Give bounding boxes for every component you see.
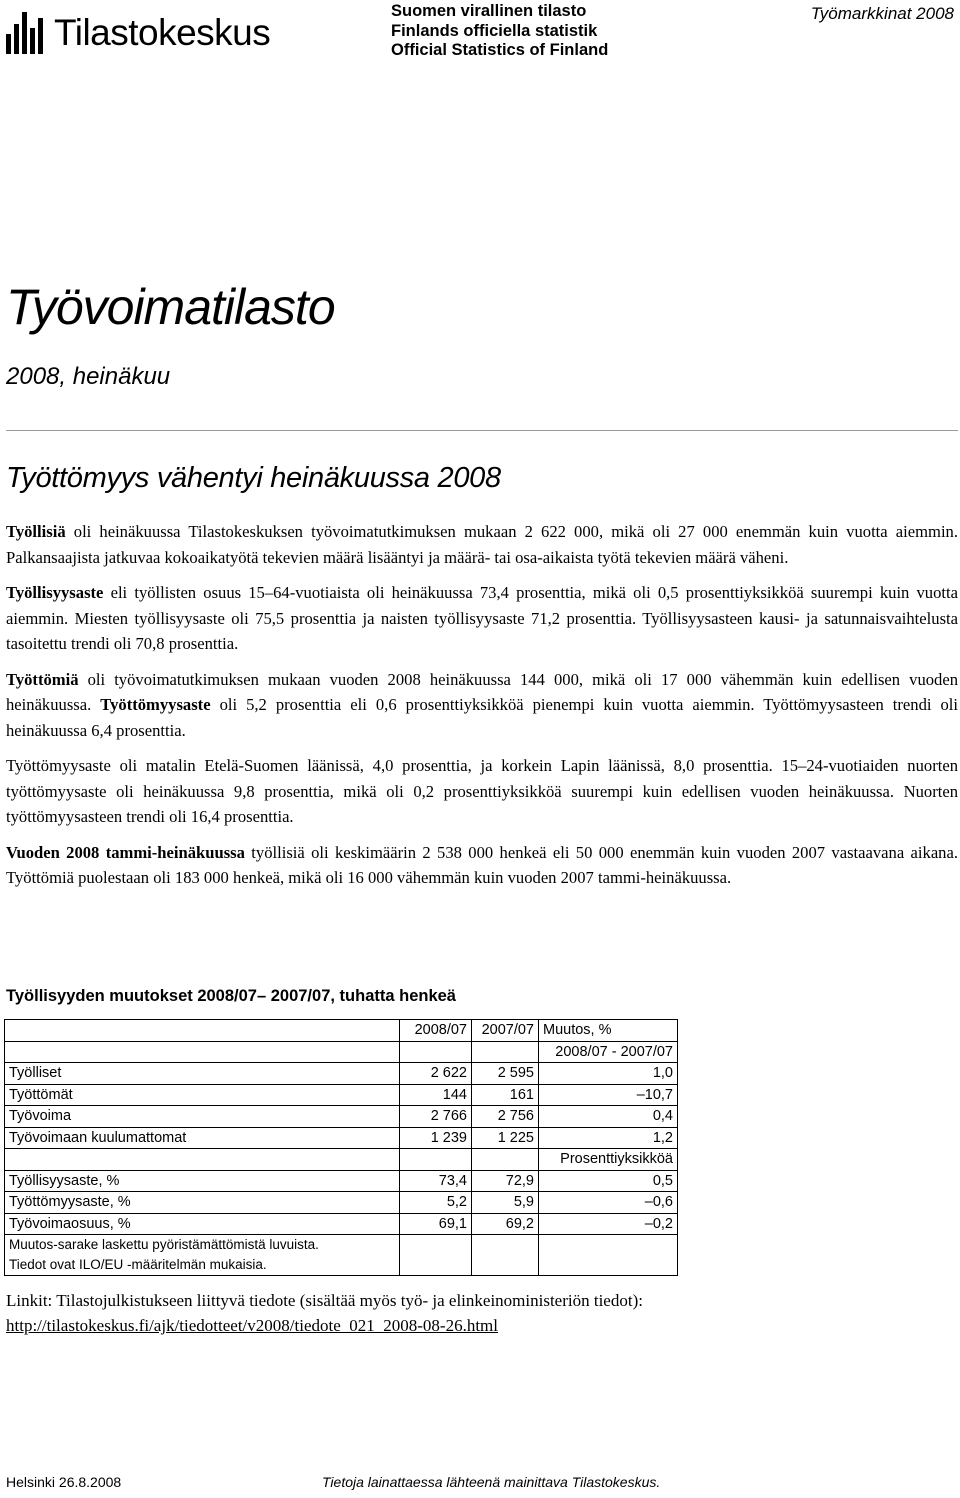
- table-row: [5, 1213, 678, 1235]
- table-cell: –10,7: [539, 1084, 678, 1106]
- paragraph-bold: Työllisiä: [6, 522, 66, 541]
- table-header-2008: 2008/07: [400, 1020, 472, 1042]
- table-note: Tiedot ovat ILO/EU -määritelmän mukaisia.: [9, 1257, 267, 1272]
- table-cell: 1,2: [539, 1127, 678, 1149]
- table-header-blank: [472, 1041, 539, 1063]
- table-row: [5, 1063, 678, 1085]
- table-cell: 0,5: [539, 1170, 678, 1192]
- release-body: [6, 519, 958, 901]
- paragraph-bold: Työllisyysaste: [6, 583, 104, 602]
- links-section: [6, 1288, 643, 1338]
- paragraph-text: oli heinäkuussa Tilastokeskuksen työvoimatutkimuksen mukaan 2 622 000, mikä oli 27 000 enemmän kuin vuotta aiemmin. Palkansaajista jatkuvaa kokoaikatyötä tekevien määrä lisääntyi ja määrä- tai osa-aikaista työtä tekevien määrä väheni.: [6, 522, 958, 567]
- paragraph-regional: [6, 753, 958, 830]
- official-line-en: Official Statistics of Finland: [391, 41, 609, 59]
- official-line-fi: Suomen virallinen tilasto: [391, 2, 587, 20]
- footer-citation-note: Tietoja lainattaessa lähteenä mainittava Tilastokeskus.: [322, 1474, 661, 1490]
- table-row: [5, 1106, 678, 1128]
- table-cell-blank: [400, 1149, 472, 1171]
- table-cell: –0,6: [539, 1192, 678, 1214]
- table-header-change: Muutos, %: [539, 1020, 678, 1042]
- table-cell-label: Työvoima: [5, 1106, 400, 1128]
- official-statistics-label: [391, 2, 608, 61]
- paragraph-bold: Työttömyysaste: [100, 695, 211, 714]
- table-cell: –0,2: [539, 1213, 678, 1235]
- release-link[interactable]: http://tilastokeskus.fi/ajk/tiedotteet/v2008/tiedote_021_2008-08-26.html: [6, 1316, 498, 1335]
- table-cell-label: Työvoimaan kuulumattomat: [5, 1127, 400, 1149]
- paragraph-text: työllisiä oli keskimäärin 2 538 000 henkeä eli 50 000 enemmän kuin vuoden 2007 vastaavana aikana. Työttömiä puolestaan oli 183 000 henkeä, mikä oli 16 000 vähemmän kuin vuoden 2007 tammi-heinäkuussa.: [6, 842, 958, 887]
- table-row: [5, 1170, 678, 1192]
- paragraph-unemployed: [6, 667, 958, 744]
- table-cell-blank: [400, 1235, 472, 1276]
- table-header-change-period: 2008/07 - 2007/07: [539, 1041, 678, 1063]
- table-subheader-row: [5, 1149, 678, 1171]
- table-cell: 2 766: [400, 1106, 472, 1128]
- table-cell-blank: [472, 1149, 539, 1171]
- paragraph-text: oli työvoimatutkimuksen mukaan vuoden 2008 heinäkuussa 144 000, mikä oli 17 000 vähemmän kuin edellisen vuoden heinäkuussa.: [6, 669, 958, 714]
- table-cell: 69,1: [400, 1213, 472, 1235]
- table-header-row-2: [5, 1041, 678, 1063]
- table-cell: 2 595: [472, 1063, 539, 1085]
- table-cell: 2 756: [472, 1106, 539, 1128]
- table-cell: 0,4: [539, 1106, 678, 1128]
- employment-changes-table: [4, 1019, 678, 1276]
- table-subheader-unit: Prosenttiyksikköä: [539, 1149, 678, 1171]
- footer-place-date: Helsinki 26.8.2008: [6, 1474, 122, 1490]
- table-cell-blank: [472, 1235, 539, 1276]
- page-subtitle: 2008, heinäkuu: [6, 363, 171, 390]
- paragraph-text: eli työllisten osuus 15–64-vuotiaista oli heinäkuussa 73,4 prosenttia, mikä oli 0,5 prosenttiyksikköä suurempi kuin vuotta aiemmin. Miesten työllisyysaste oli 75,5 prosenttia ja naisten työllisyysaste 71,2 prosenttia. Työllisyysasteen kausi- ja satunnaisvaihtelusta tasoitettu trendi oli 70,8 prosenttia.: [6, 583, 958, 653]
- table-cell-label: Työttömyysaste, %: [5, 1192, 400, 1214]
- paragraph-employment-rate: [6, 580, 958, 657]
- divider: [6, 430, 958, 431]
- table-cell-label: Työttömät: [5, 1084, 400, 1106]
- table-title: Työllisyyden muutokset 2008/07– 2007/07, tuhatta henkeä: [6, 987, 456, 1005]
- table-row: [5, 1084, 678, 1106]
- series-label: Työmarkkinat 2008: [810, 4, 954, 23]
- table-cell-label: Työvoimaosuus, %: [5, 1213, 400, 1235]
- table-header-blank: [5, 1041, 400, 1063]
- table-cell-blank: [539, 1235, 678, 1276]
- paragraph-year-to-date: [6, 840, 958, 891]
- table-cell: 1 225: [472, 1127, 539, 1149]
- table-cell: 144: [400, 1084, 472, 1106]
- paragraph-text: Työttömyysaste oli matalin Etelä-Suomen läänissä, 4,0 prosenttia, ja korkein Lapin läänissä, 8,0 prosenttia. 15–24-vuotiaiden nuorten työttömyysaste oli heinäkuussa 9,8 prosenttia, mikä oli 0,2 prosenttiyksikköä suurempi kuin edellisen vuoden heinäkuussa. Nuorten työttömyysasteen trendi oli 16,4 prosenttia.: [6, 756, 958, 826]
- table-header-blank: [5, 1020, 400, 1042]
- paragraph-bold: Vuoden 2008 tammi-heinäkuussa: [6, 842, 245, 862]
- table-cell: 69,2: [472, 1213, 539, 1235]
- table-notes: [5, 1235, 400, 1276]
- tilastokeskus-logo-icon: [4, 4, 48, 58]
- table-cell-label: Työlliset: [5, 1063, 400, 1085]
- table-notes-row: [5, 1235, 678, 1276]
- table-row: [5, 1127, 678, 1149]
- table-row: [5, 1192, 678, 1214]
- paragraph-text: oli 5,2 prosenttia eli 0,6 prosenttiyksikköä pienempi kuin vuotta aiemmin. Työttömyysasteen trendi oli heinäkuussa 6,4 prosenttia.: [6, 695, 958, 740]
- paragraph-bold: Työttömiä: [6, 669, 79, 689]
- table-cell: 1,0: [539, 1063, 678, 1085]
- table-note: Muutos-sarake laskettu pyöristämättömistä luvuista.: [9, 1237, 319, 1252]
- table-cell-blank: [5, 1149, 400, 1171]
- table-header-blank: [400, 1041, 472, 1063]
- table-header-2007: 2007/07: [472, 1020, 539, 1042]
- official-line-sv: Finlands officiella statistik: [391, 21, 598, 40]
- table-cell-label: Työllisyysaste, %: [5, 1170, 400, 1192]
- table-cell: 1 239: [400, 1127, 472, 1149]
- table-cell: 5,9: [472, 1192, 539, 1214]
- brand-wordmark: Tilastokeskus: [54, 12, 271, 53]
- table-cell: 161: [472, 1084, 539, 1106]
- table-cell: 5,2: [400, 1192, 472, 1214]
- table-cell: 2 622: [400, 1063, 472, 1085]
- release-headline: Työttömyys vähentyi heinäkuussa 2008: [6, 462, 501, 494]
- table-header-row: [5, 1020, 678, 1042]
- links-label: Linkit: Tilastojulkistukseen liittyvä tiedote (sisältää myös työ- ja elinkeinoministeriön tiedot):: [6, 1291, 643, 1310]
- page-title: Työvoimatilasto: [6, 279, 335, 335]
- paragraph-employed: [6, 519, 958, 570]
- table-cell: 72,9: [472, 1170, 539, 1192]
- table-cell: 73,4: [400, 1170, 472, 1192]
